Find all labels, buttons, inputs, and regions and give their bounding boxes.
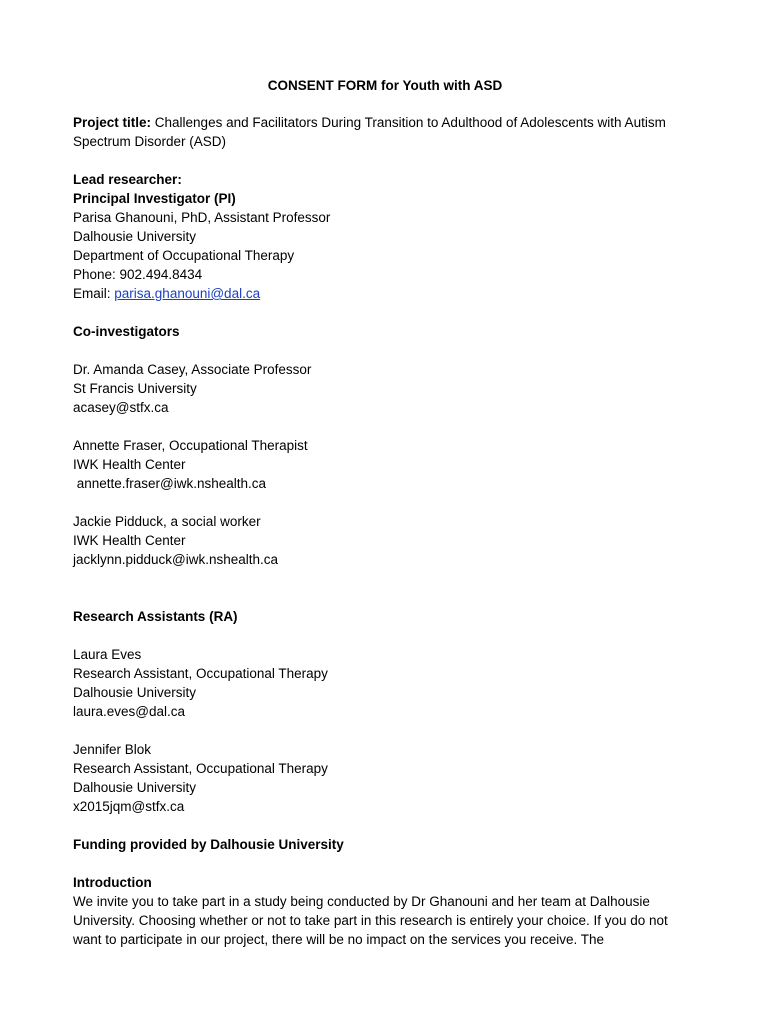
pi-email-link[interactable]: parisa.ghanouni@dal.ca — [114, 286, 261, 301]
coinvestigator-entry — [73, 436, 703, 493]
ra-role: Research Assistant, Occupational Therapy — [73, 761, 328, 776]
project-title-section — [73, 113, 703, 151]
introduction-heading: Introduction — [73, 875, 152, 890]
coinvestigator-entry — [73, 360, 703, 417]
pi-phone: Phone: 902.494.8434 — [73, 267, 203, 282]
project-title-text: Challenges and Facilitators During Transition to Adulthood of Adolescents with Autism — [154, 115, 666, 130]
coinvestigator-email: jacklynn.pidduck@iwk.nshealth.ca — [73, 552, 279, 567]
lead-researcher-heading: Lead researcher: — [73, 172, 182, 187]
pi-email-label: Email: — [73, 286, 111, 301]
document-title: CONSENT FORM for Youth with ASD — [267, 78, 503, 93]
lead-researcher-section — [73, 170, 703, 303]
ra-email: x2015jqm@stfx.ca — [73, 799, 185, 814]
ra-email: laura.eves@dal.ca — [73, 704, 186, 719]
introduction-line: University. Choosing whether or not to take part in this research is entirely your choice. If you do not — [73, 913, 668, 928]
ra-name: Laura Eves — [73, 647, 142, 662]
research-assistant-entry — [73, 740, 703, 816]
introduction-line: We invite you to take part in a study being conducted by Dr Ghanouni and her team at Dalhousie — [73, 894, 650, 909]
ra-org: Dalhousie University — [73, 685, 197, 700]
research-assistants-section — [73, 607, 703, 816]
coinvestigator-entry — [73, 512, 703, 569]
coinvestigators-section — [73, 322, 703, 569]
coinvestigator-name: Dr. Amanda Casey, Associate Professor — [73, 362, 312, 377]
pi-institution: Dalhousie University — [73, 229, 197, 244]
pi-department: Department of Occupational Therapy — [73, 248, 295, 263]
document-body — [73, 113, 703, 949]
coinvestigator-org: IWK Health Center — [73, 457, 186, 472]
ra-role: Research Assistant, Occupational Therapy — [73, 666, 328, 681]
ra-name: Jennifer Blok — [73, 742, 152, 757]
project-title-text-line2: Spectrum Disorder (ASD) — [73, 134, 227, 149]
coinvestigator-email: acasey@stfx.ca — [73, 400, 169, 415]
introduction-line: want to participate in our project, there will be no impact on the services you receive. The — [73, 932, 605, 947]
coinvestigator-org: St Francis University — [73, 381, 197, 396]
pi-name: Parisa Ghanouni, PhD, Assistant Professor — [73, 210, 331, 225]
funding-statement: Funding provided by Dalhousie University — [73, 837, 344, 852]
principal-investigator-heading: Principal Investigator (PI) — [73, 191, 236, 206]
research-assistants-heading: Research Assistants (RA) — [73, 609, 238, 624]
ra-org: Dalhousie University — [73, 780, 197, 795]
coinvestigator-email: annette.fraser@iwk.nshealth.ca — [73, 476, 267, 491]
introduction-section — [73, 873, 703, 949]
coinvestigator-name: Annette Fraser, Occupational Therapist — [73, 438, 308, 453]
research-assistant-entry — [73, 645, 703, 721]
coinvestigator-name: Jackie Pidduck, a social worker — [73, 514, 261, 529]
coinvestigators-heading: Co-investigators — [73, 324, 180, 339]
project-title-label: Project title: — [73, 115, 152, 130]
coinvestigator-org: IWK Health Center — [73, 533, 186, 548]
